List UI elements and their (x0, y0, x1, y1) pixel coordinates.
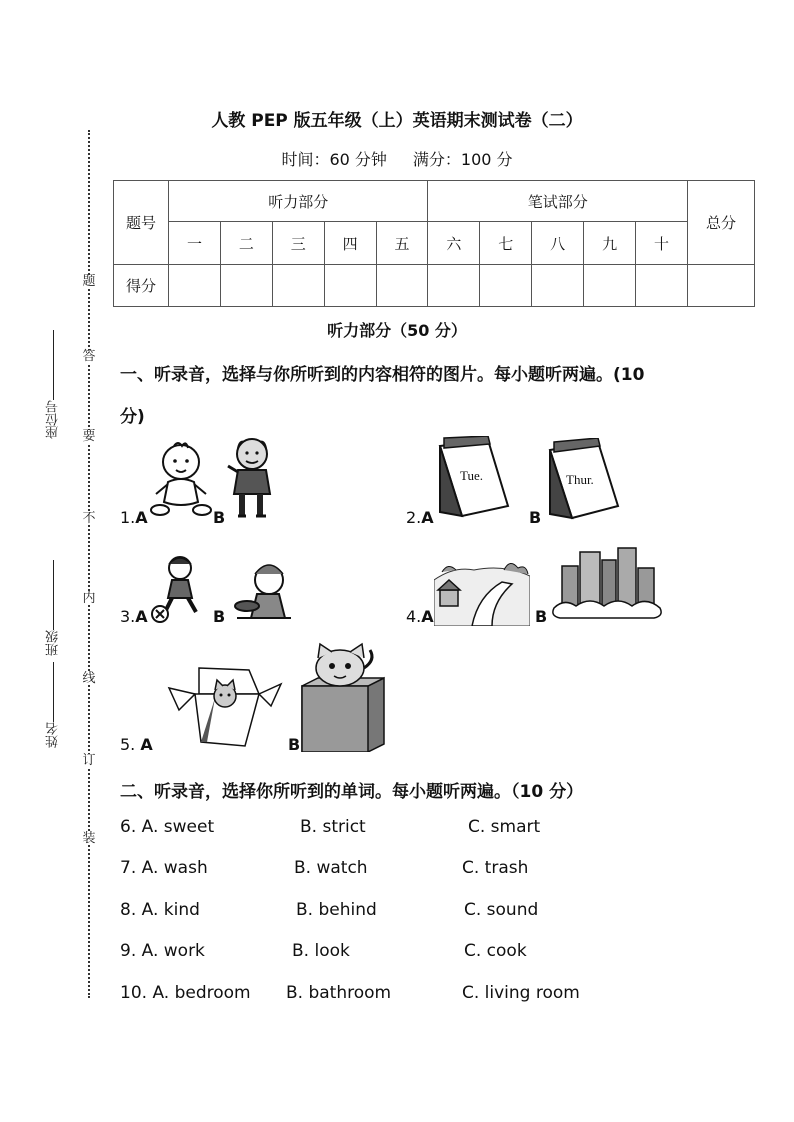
option-9-c[interactable]: C. cook (464, 941, 527, 961)
row-label-number: 题号 (114, 181, 169, 265)
option-6-c[interactable]: C. smart (468, 817, 541, 837)
margin-char: 装 (82, 831, 96, 846)
margin-char: 要 (82, 429, 96, 444)
old-man-image (226, 436, 282, 520)
option-a[interactable]: A (421, 508, 434, 527)
baby-image (150, 440, 212, 520)
option-10-c[interactable]: C. living room (462, 983, 580, 1003)
score-cell[interactable] (376, 265, 428, 307)
calendar-tuesday-image (436, 436, 512, 526)
calendar-b-text: Thur. (566, 472, 594, 487)
score-cell[interactable] (428, 265, 480, 307)
option-7-b[interactable]: B. watch (294, 858, 368, 878)
option-8-b[interactable]: B. behind (296, 900, 377, 920)
score-table (113, 180, 755, 307)
item-number: 1. (120, 508, 136, 527)
score-cell[interactable] (220, 265, 272, 307)
item-number: 3. (120, 607, 136, 626)
calendar-thursday-image (544, 438, 622, 528)
option-8-c[interactable]: C. sound (464, 900, 539, 920)
section-heading-listening: 听力部分（50 分） (327, 321, 467, 340)
option-a[interactable]: A (421, 607, 434, 626)
question-number: 五 (376, 222, 428, 265)
score-cell[interactable] (532, 265, 584, 307)
word-row-7 (0, 858, 794, 882)
item-4-label (406, 607, 434, 626)
part1-instruction-line2: 分) (120, 407, 145, 427)
score-cell[interactable] (272, 265, 324, 307)
score-cell[interactable] (584, 265, 636, 307)
option-7-c[interactable]: C. trash (462, 858, 529, 878)
word-row-6 (0, 817, 794, 841)
item-number: 2. (406, 508, 422, 527)
option-b[interactable]: B (213, 607, 226, 626)
calendar-a-text: Tue. (460, 468, 484, 483)
question-number: 九 (584, 222, 636, 265)
girl-cooking-image (233, 556, 295, 624)
margin-char: 不 (82, 511, 96, 526)
option-b[interactable]: B (529, 508, 542, 527)
option-a[interactable]: A (140, 735, 153, 754)
item-3-option-b[interactable] (213, 607, 225, 626)
question-number: 七 (480, 222, 532, 265)
item-number: 5. (120, 735, 141, 754)
item-5-option-b[interactable] (288, 735, 300, 754)
total-score-cell[interactable] (688, 265, 755, 307)
group-listening: 听力部分 (169, 181, 428, 222)
cat-in-box-image (165, 658, 285, 748)
row-label-score: 得分 (114, 265, 169, 307)
name-field[interactable] (44, 662, 64, 748)
option-10-a[interactable]: 10. A. bedroom (120, 983, 251, 1003)
question-number: 十 (636, 222, 688, 265)
item-4-option-b[interactable] (535, 607, 547, 626)
option-a[interactable]: A (135, 607, 148, 626)
name-label: 姓名 (46, 722, 61, 748)
word-row-10 (0, 983, 794, 1007)
question-number: 八 (532, 222, 584, 265)
group-writing: 笔试部分 (428, 181, 688, 222)
option-9-a[interactable]: 9. A. work (120, 941, 205, 961)
option-6-b[interactable]: B. strict (300, 817, 366, 837)
word-row-8 (0, 900, 794, 924)
item-2-label (406, 508, 434, 527)
exam-info (0, 147, 794, 170)
boy-playing-football-image (150, 554, 212, 624)
item-1-label (120, 508, 148, 527)
option-b[interactable]: B (213, 508, 226, 527)
part1-instruction-line1: 一、听录音，选择与你所听到的内容相符的图片。每小题听两遍。(10 (120, 365, 645, 385)
total-header: 总分 (688, 181, 755, 265)
question-number: 四 (324, 222, 376, 265)
score-cell[interactable] (480, 265, 532, 307)
word-row-9 (0, 941, 794, 965)
class-field[interactable] (44, 560, 64, 656)
item-3-label (120, 607, 148, 626)
option-a[interactable]: A (135, 508, 148, 527)
item-2-option-b[interactable] (529, 508, 541, 527)
seat-number-field[interactable] (44, 330, 64, 439)
margin-char: 答 (82, 349, 96, 364)
page-title: 人教 PEP 版五年级（上）英语期末测试卷（二） (211, 111, 583, 131)
question-number: 一 (169, 222, 221, 265)
city-buildings-image (552, 546, 664, 620)
part2-instruction: 二、听录音，选择你所听到的单词。每小题听两遍。（10 分） (120, 782, 584, 802)
item-5-label (120, 735, 153, 754)
margin-char: 内 (82, 591, 96, 606)
exam-full-score: 满分：100 分 (412, 150, 513, 169)
score-cell[interactable] (169, 265, 221, 307)
seat-number-label: 座位号 (46, 400, 61, 439)
option-b[interactable]: B (288, 735, 301, 754)
village-road-image (434, 550, 530, 626)
question-number: 二 (220, 222, 272, 265)
question-number: 三 (272, 222, 324, 265)
item-1-option-b[interactable] (213, 508, 225, 527)
margin-char: 线 (82, 671, 96, 686)
question-number: 六 (428, 222, 480, 265)
exam-time: 时间：60 分钟 (281, 150, 387, 169)
score-cell[interactable] (636, 265, 688, 307)
option-b[interactable]: B (535, 607, 548, 626)
margin-char: 题 (82, 274, 96, 289)
score-cell[interactable] (324, 265, 376, 307)
cat-on-box-image (298, 642, 388, 752)
option-10-b[interactable]: B. bathroom (286, 983, 392, 1003)
option-6-a[interactable]: 6. A. sweet (120, 817, 215, 837)
class-label: 班级 (46, 630, 61, 656)
option-8-a[interactable]: 8. A. kind (120, 900, 200, 920)
margin-char: 订 (82, 753, 96, 768)
option-9-b[interactable]: B. look (292, 941, 350, 961)
option-7-a[interactable]: 7. A. wash (120, 858, 208, 878)
item-number: 4. (406, 607, 422, 626)
